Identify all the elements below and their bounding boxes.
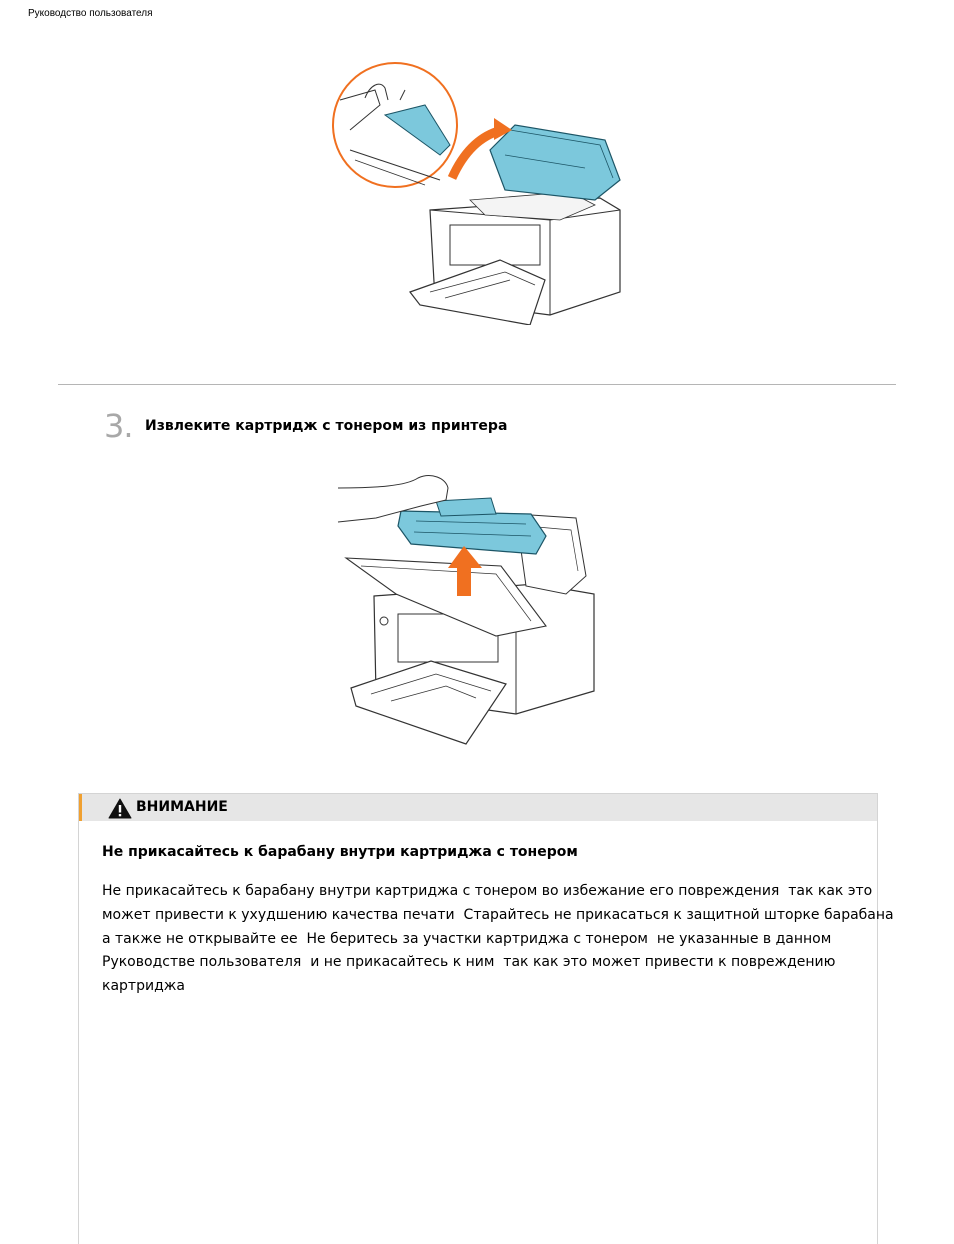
step-instruction: Извлеките картридж с тонером из принтера — [145, 418, 508, 434]
caution-line: Руководстве пользователя и не прикасайтесь к ним так как это может привести к повреждению — [102, 954, 836, 971]
caution-body — [102, 880, 894, 999]
caution-title: ВНИМАНИЕ — [136, 799, 228, 815]
warning-icon — [108, 798, 132, 819]
step-number: 3. — [104, 407, 133, 445]
caution-subtitle: Не прикасайтесь к барабану внутри картриджа с тонером — [102, 844, 578, 860]
caution-line: а также не открывайте ее Не беритесь за участки картриджа с тонером не указанные в данном — [102, 930, 832, 947]
caution-line: картриджа — [102, 978, 185, 995]
section-divider — [58, 384, 896, 385]
caution-line: может привести к ухудшению качества печати Старайтесь не прикасаться к защитной шторке барабана — [102, 906, 894, 923]
caution-line: Не прикасайтесь к барабану внутри картриджа с тонером во избежание его повреждения так как это — [102, 883, 873, 899]
printer-open-cover-illustration — [330, 60, 630, 325]
document-header-title: Руководство пользователя — [28, 8, 153, 19]
caution-box — [78, 793, 894, 1244]
caution-header — [79, 794, 877, 821]
printer-remove-cartridge-illustration — [336, 466, 600, 748]
